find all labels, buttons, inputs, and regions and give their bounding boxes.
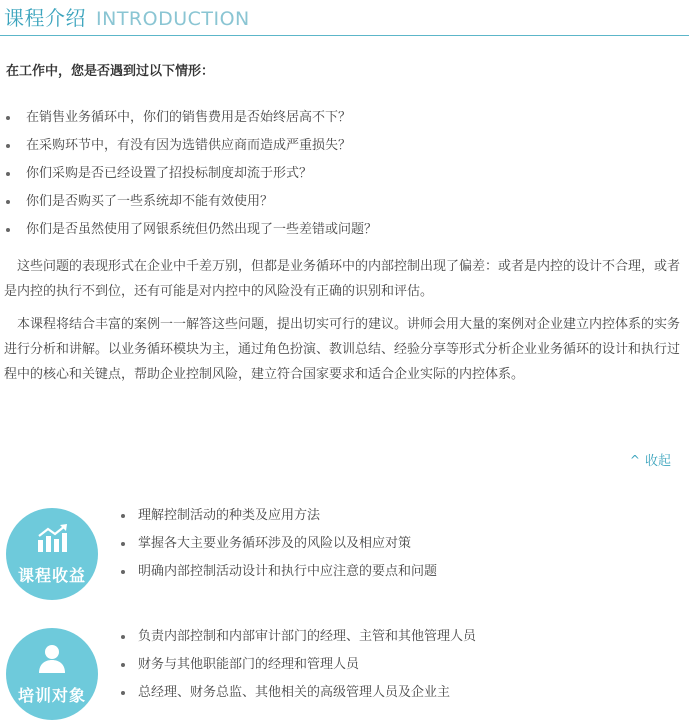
benefits-badge-label: 课程收益 [17, 566, 86, 585]
section-title-cn: 课程介绍 [4, 6, 86, 30]
intro-paragraph-1: 这些问题的表现形式在企业中千差万别，但都是业务循环中的内部控制出现了偏差：或者是内控的设计不合理，或者是内控的执行不到位，还有可能是对内控中的风险没有正确的识别和评估。 [4, 259, 681, 299]
list-item: 你们是否虽然使用了网银系统但仍然出现了一些差错或问题？ [0, 216, 377, 244]
section-title-en: INTRODUCTION [96, 8, 250, 30]
list-item: 负责内部控制和内部审计部门的经理、主管和其他管理人员 [118, 623, 476, 651]
chart-up-icon [36, 524, 68, 554]
audience-badge [6, 628, 98, 720]
collapse-label: 收起 [644, 454, 671, 469]
list-item: 你们是否购买了一些系统却不能有效使用？ [0, 188, 377, 216]
audience-badge-label: 培训对象 [17, 686, 86, 705]
list-item: 掌握各大主要业务循环涉及的风险以及相应对策 [118, 530, 437, 558]
list-item: 明确内部控制活动设计和执行中应注意的要点和问题 [118, 558, 437, 586]
person-icon [36, 644, 68, 674]
list-item: 在采购环节中，有没有因为选错供应商而造成严重损失？ [0, 132, 377, 160]
list-item: 理解控制活动的种类及应用方法 [118, 502, 437, 530]
intro-paragraph-2: 本课程将结合丰富的案例一一解答这些问题，提出切实可行的建议。讲师会用大量的案例对企业建立内控体系的实务进行分析和讲解。以业务循环模块为主，通过角色扮演、教训总结、经验分享等形式分析企业业务循环的设计和执行过程中的核心和关键点，帮助企业控制风险，建立符合国家要求和适合企业实际的内控体系。 [4, 317, 681, 382]
benefits-badge [6, 508, 98, 600]
chevron-up-icon: ^ [629, 452, 640, 467]
benefits-list [118, 502, 437, 586]
list-item: 你们采购是否已经设置了招投标制度却流于形式？ [0, 160, 377, 188]
collapse-button[interactable] [630, 450, 671, 469]
list-item: 财务与其他职能部门的经理和管理人员 [118, 651, 476, 679]
problem-list [0, 104, 377, 244]
list-item: 总经理、财务总监、其他相关的高级管理人员及企业主 [118, 679, 476, 707]
list-item: 在销售业务循环中，你们的销售费用是否始终居高不下？ [0, 104, 377, 132]
intro-question: 在工作中，您是否遇到过以下情形： [6, 64, 215, 79]
section-header [4, 2, 250, 28]
header-divider [0, 35, 689, 36]
audience-list [118, 623, 476, 707]
